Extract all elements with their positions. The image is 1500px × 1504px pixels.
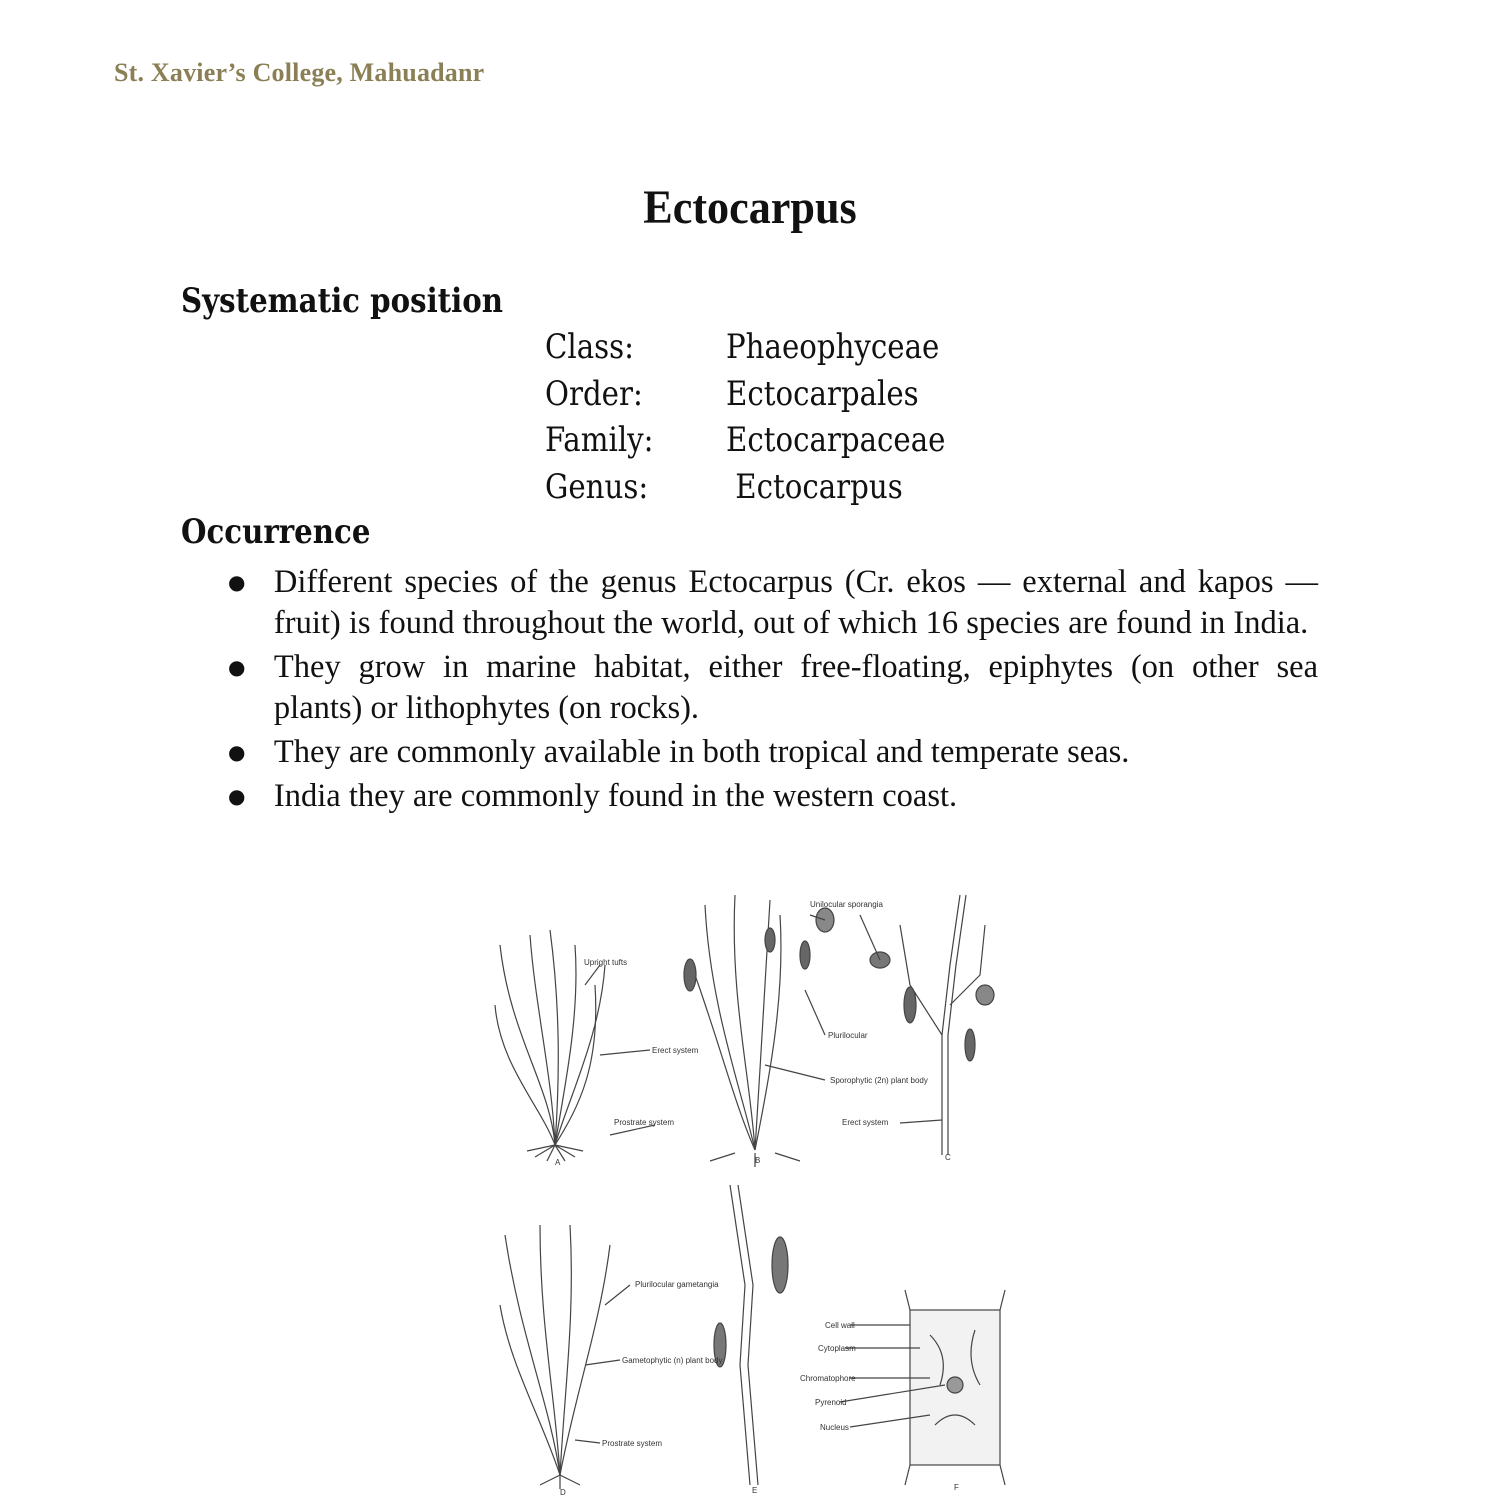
label-erect-system-c: Erect system [842, 1118, 889, 1127]
taxonomy-value: Ectocarpaceae [726, 420, 946, 460]
taxonomy-row-genus [545, 467, 981, 514]
label-prostrate-system: Prostrate system [614, 1118, 675, 1127]
systematic-position-heading: Systematic position [181, 281, 504, 321]
label-chromatophore: Chromatophore [800, 1374, 856, 1383]
ectocarpus-figure [480, 885, 1040, 1500]
label-cell-wall: Cell wall [825, 1321, 855, 1330]
list-item [226, 562, 1318, 644]
bullet-icon: ● [228, 784, 246, 808]
page-title: Ectocarpus [643, 181, 857, 234]
panel-e-drawing [714, 1185, 788, 1485]
panel-letter-c: C [945, 1153, 951, 1162]
label-plurilocular: Plurilocular [828, 1031, 868, 1040]
panel-d-drawing [500, 1225, 610, 1489]
taxonomy-row-class [545, 327, 981, 374]
label-gametophytic-plant-body: Gametophytic (n) plant body [622, 1356, 723, 1365]
taxonomy-value: Ectocarpales [726, 373, 919, 414]
occurrence-list [226, 562, 1318, 820]
panel-letter-e: E [752, 1486, 758, 1495]
taxonomy-row-family [545, 420, 981, 467]
taxonomy-rank: Class: [545, 327, 635, 367]
bullet-icon: ● [228, 570, 246, 594]
label-plurilocular-gametangia: Plurilocular gametangia [635, 1280, 719, 1289]
bullet-icon: ● [228, 655, 246, 679]
panel-letter-b: B [755, 1156, 761, 1165]
label-pyrenoid: Pyrenoid [815, 1398, 847, 1407]
taxonomy-value: Ectocarpus [726, 466, 903, 507]
ectocarpus-illustration [480, 885, 1040, 1500]
list-item [226, 647, 1318, 729]
list-item-text: They grow in marine habitat, either free-floating, epiphytes (on other sea plants) or lithophytes (on rocks). [273, 649, 1318, 726]
panel-b-drawing [684, 895, 834, 1167]
taxonomy-table [545, 327, 981, 513]
panel-letter-a: A [555, 1158, 561, 1167]
label-sporophytic-plant-body: Sporophytic (2n) plant body [830, 1076, 928, 1085]
list-item [226, 732, 1318, 773]
taxonomy-rank: Family: [545, 420, 654, 460]
taxonomy-rank: Genus: [545, 466, 649, 507]
panel-f-drawing [905, 1290, 1005, 1485]
label-prostrate-system-d: Prostrate system [602, 1439, 663, 1448]
taxonomy-value: Phaeophyceae [726, 327, 940, 367]
label-nucleus: Nucleus [820, 1423, 849, 1432]
taxonomy-rank: Order: [545, 373, 643, 414]
list-item-text: India they are commonly found in the western coast. [273, 778, 958, 814]
taxonomy-row-order [545, 374, 981, 421]
panel-c-drawing [870, 895, 994, 1155]
list-item [226, 776, 1318, 817]
panel-letter-f: F [954, 1483, 959, 1492]
label-erect-system: Erect system [652, 1046, 699, 1055]
occurrence-heading: Occurrence [181, 512, 371, 552]
label-upright-tufts: Upright tufts [584, 958, 628, 967]
label-cytoplasm: Cytoplasm [818, 1344, 856, 1353]
college-header: St. Xavier’s College, Mahuadanr [114, 58, 485, 87]
list-item-text: Different species of the genus Ectocarpus (Cr. ekos — external and kapos — fruit) is found throughout the world, out of which 16 species are found in India. [273, 564, 1318, 641]
bullet-icon: ● [228, 740, 246, 764]
panel-letter-d: D [560, 1488, 566, 1497]
list-item-text: They are commonly available in both tropical and temperate seas. [273, 734, 1130, 770]
label-unilocular-sporangia: Unilocular sporangia [810, 900, 883, 909]
